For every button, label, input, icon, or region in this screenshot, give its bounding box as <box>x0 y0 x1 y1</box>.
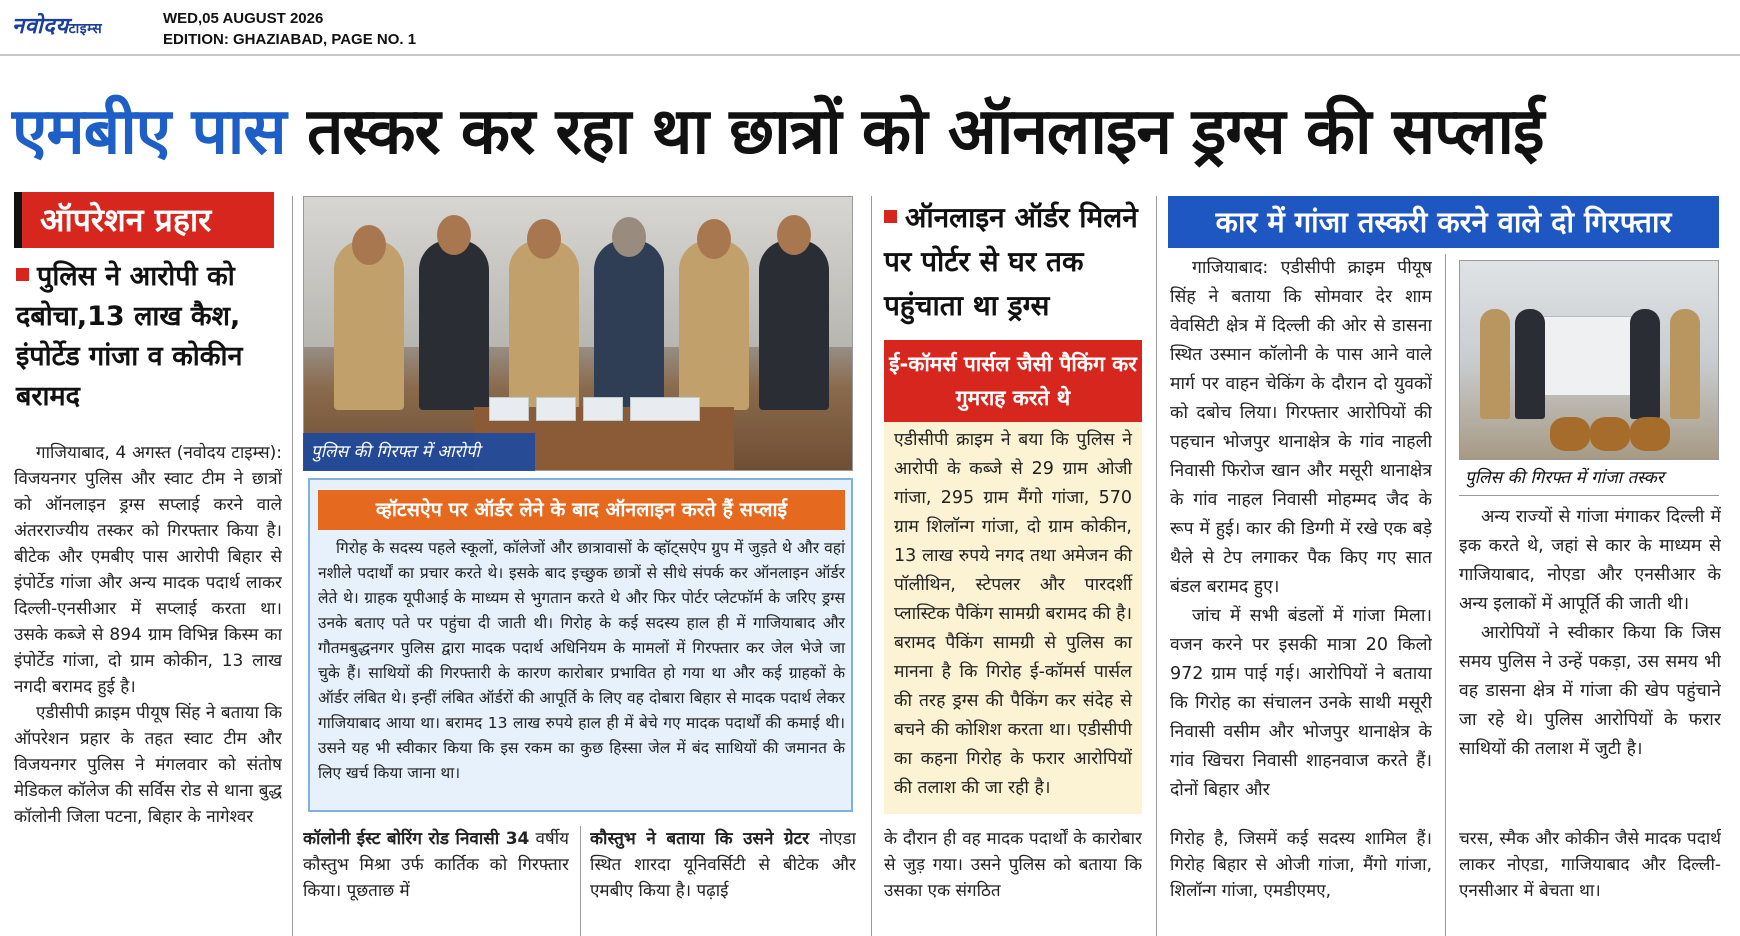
column-divider <box>1156 196 1157 936</box>
col5-body <box>1459 503 1721 813</box>
ganja-bundle <box>1590 417 1630 451</box>
col2-bottom-left-text: वर्षीय कौस्तुभ मिश्रा उर्फ कार्तिक को गिरफ्तार किया। पूछताछ में <box>303 829 569 901</box>
col4-bottom: गिरोह है, जिसमें कई सदस्य शामिल हैं। गिरोह बिहार से ओजी गांजा, मैंगो गांजा, शिलॉन्ग गांजा, एमडीएमए, <box>1170 829 1432 901</box>
info-box-body <box>318 536 845 786</box>
column-divider <box>580 826 581 936</box>
newspaper-logo[interactable] <box>12 10 102 40</box>
logo-main: नवोदय <box>12 13 69 38</box>
accused-figure <box>594 240 664 410</box>
ganja-bundle <box>1550 417 1590 451</box>
col2-bottom-right-bold: कौस्तुभ ने बताया कि उसने ग्रेटर <box>590 829 810 849</box>
main-headline <box>12 82 1732 182</box>
kicker-square-icon <box>884 210 897 223</box>
col2-bottom-left <box>303 826 569 936</box>
column-divider <box>1445 254 1446 936</box>
logo-sub: टाइम्स <box>68 20 103 36</box>
officer-figure <box>679 240 749 410</box>
col1-subheading <box>16 257 280 417</box>
head-shape <box>352 225 386 265</box>
arrest-photo[interactable] <box>303 196 853 471</box>
col4-para-1: गाजियाबाद: एडीसीपी क्राइम पीयूष सिंह ने बताया कि सोमवार देर शाम वेवसिटी क्षेत्र में दिल्ली की ओर से डासना स्थित उस्मान कॉलोनी के पास आने वाले मार्ग पर वाहन चेकिंग के दौरान दो युवकों को दबोच लिया। गिरफ्तार आरोपियों की पहचान भोजपुर थानाक्षेत्र के गांव नाहली निवासी फिरोज खान और मसूरी थानाक्षेत्र के गांव नाहल निवासी मोहम्मद जैद के रूप में हुई। कार की डिग्गी में रखे एक बड़े थैले से टेप लगाकर पैक किए गए सात बंडल बरामद हुए। <box>1170 258 1432 597</box>
col1-subheading-text: पुलिस ने आरोपी को दबोचा,13 लाख कैश, इंपोर्टेड गांजा व कोकीन बरामद <box>16 261 243 412</box>
seized-packet <box>489 397 529 421</box>
kicker-square-icon <box>16 268 29 281</box>
photo1-caption: पुलिस की गिरफ्त में आरोपी <box>303 433 535 471</box>
col4-heading: कार में गांजा तस्करी करने वाले दो गिरफ्तार <box>1168 196 1719 248</box>
col1-body <box>14 440 282 936</box>
info-box-para: गिरोह के सदस्य पहले स्कूलों, कॉलेजों और छात्रावासों के व्हॉट्सऐप ग्रुप में जुड़ते थे और वहां नशीले पदार्थों का प्रचार करते थे। इसके बाद इच्छुक छात्रों से सीधे संपर्क कर ऑनलाइन ऑर्डर लेते थे। ग्राहक यूपीआई के माध्यम से भुगतान करते थे और फिर पोर्टर प्लेटफॉर्म के जरिए ड्रग्स उनके बताए पते पर पहुंचा दी जाती थी। गिरोह के कई सदस्य हाल ही में गाजियाबाद और गौतमबुद्धनगर पुलिस द्वारा मादक पदार्थ अधिनियम के मामलों में गिरफ्तार कर जेल भेजे जा चुके हैं। साथियों की गिरफ्तारी के कारण कारोबार प्रभावित हो गया था और कई ग्राहकों के ऑर्डर लंबित थे। इन्हीं लंबित ऑर्डरों की आपूर्ति के लिए वह दोबारा बिहार से मादक पदार्थ लेकर गाजियाबाद आया था। बरामद 13 लाख रुपये हाल ही में बेचे गए मादक पदार्थों की कमाई थी। उसने यह भी स्वीकार किया कि इस रकम का कुछ हिस्सा जेल में बंद साथियों की जमानत के लिए खर्च किया जाना था। <box>318 539 845 782</box>
col5-bottom: चरस, स्मैक और कोकीन जैसे मादक पदार्थ लाकर नोएडा, गाजियाबाद और दिल्ली-एनसीआर में बेचता था। <box>1459 829 1721 901</box>
edition-info <box>163 8 416 50</box>
officer-figure <box>1670 309 1700 419</box>
top-bar <box>0 0 1740 56</box>
column-divider <box>292 196 293 936</box>
headline-blue: एमबीए पास <box>12 95 286 169</box>
edition-page: EDITION: GHAZIABAD, PAGE NO. 1 <box>163 31 417 48</box>
col2-bottom-right <box>590 826 856 936</box>
blurred-face <box>612 217 646 257</box>
column-divider <box>871 196 872 936</box>
edition-date: WED,05 AUGUST 2026 <box>163 10 324 27</box>
col1-para-2: एडीसीपी क्राइम पीयूष सिंह ने बताया कि ऑपरेशन प्रहार के तहत स्वाट टीम और विजयनगर पुलिस ने मंगलवार को संतोष मेडिकल कॉलेज की सर्विस रोड से थाना बुद्ध कॉलोनी जिला पटना, बिहार के नागेश्वर <box>14 703 282 827</box>
info-box-title: व्हॉटसऐप पर ऑर्डर लेने के बाद ऑनलाइन करते हैं सप्लाई <box>318 490 845 530</box>
officer-figure <box>509 240 579 410</box>
col2-bottom-right-text: नोएडा स्थित शारदा यूनिवर्सिटी से बीटेक और एमबीए किया है। पढ़ाई <box>590 829 856 901</box>
headline-black: तस्कर कर रहा था छात्रों को ऑनलाइन ड्रग्स की सप्लाई <box>306 95 1544 169</box>
col3-bottom: के दौरान ही वह मादक पदार्थों के कारोबार से जुड़ गया। उसने पुलिस को बताया कि उसका एक संगठित <box>884 829 1142 901</box>
col3-heading-text: ऑनलाइन ऑर्डर मिलने पर पोर्टर से घर तक पहुंचाता था ड्रग्स <box>884 201 1138 322</box>
head-shape <box>527 219 561 259</box>
swat-figure <box>419 240 489 410</box>
officer-figure <box>334 240 404 410</box>
ganja-arrest-photo[interactable] <box>1459 260 1719 460</box>
col4-para-2: जांच में सभी बंडलों में गांजा मिला। वजन करने पर इसकी मात्रा 20 किलो 972 ग्राम पाई गई। आरोपियों ने बताया कि गिरोह का संचालन उनके साथी मसूरी निवासी वसीम और भोजपुर थानाक्षेत्र के गांव खिचरा निवासी शाहनवाज करते हैं। दोनों बिहार और <box>1170 606 1432 800</box>
col3-heading <box>884 196 1146 328</box>
operation-tag: ऑपरेशन प्रहार <box>14 192 274 248</box>
swat-figure <box>1515 309 1545 419</box>
swat-figure <box>759 240 829 410</box>
seized-packet <box>536 397 576 421</box>
seized-packet <box>630 397 700 421</box>
head-shape <box>777 215 811 255</box>
officer-figure <box>1480 309 1510 419</box>
whatsapp-info-box <box>308 478 853 812</box>
head-shape <box>437 215 471 255</box>
col5-para-2: आरोपियों ने स्वीकार किया कि जिस समय पुलिस ने उन्हें पकड़ा, उस समय भी वह डासना क्षेत्र में गांजा की खेप पहुंचाने जा रहे थे। पुलिस आरोपियों के फरार साथियों की तलाश में जुटी है। <box>1459 623 1721 759</box>
head-shape <box>697 219 731 259</box>
ganja-bundle <box>1630 417 1670 451</box>
col1-para-1: गाजियाबाद, 4 अगस्त (नवोदय टाइम्स): विजयनगर पुलिस और स्वाट टीम ने छात्रों को ऑनलाइन ड्रग्स सप्लाई करने वाले अंतरराज्यीय तस्कर को गिरफ्तार किया है। बीटेक और एमबीए पास आरोपी बिहार से इंपोर्टेड गांजा और अन्य मादक पदार्थ लाकर दिल्ली-एनसीआर में सप्लाई करता था। उसके कब्जे से 894 ग्राम विभिन्न किस्म का इंपोर्टेड गांजा, दो ग्राम कोकीन, 13 लाख नगदी बरामद हुई है। <box>14 443 282 697</box>
col2-bottom-left-bold: कॉलोनी ईस्ट बोरिंग रोड निवासी 34 <box>303 829 530 849</box>
col4-body <box>1170 254 1432 810</box>
col3-red-box: ई-कॉमर्स पार्सल जैसी पैकिंग कर गुमराह करते थे <box>884 340 1142 422</box>
col3-body: एडीसीपी क्राइम ने बया कि पुलिस ने आरोपी के कब्जे से 29 ग्राम ओजी गांजा, 295 ग्राम मैंगो गांजा, 570 ग्राम शिलॉन्ग गांजा, दो ग्राम कोकीन, 13 लाख रुपये नगद तथा अमेजन की पॉलीथिन, स्टेपलर और पारदर्शी प्लास्टिक पैकिंग सामग्री बरामद की है। बरामद पैकिंग सामग्री से पुलिस का मानना है कि गिरोह ई-कॉमर्स पार्सल की तरह ड्रग्स की पैकिंग कर संदेह से बचने की कोशिश करता था। एडीसीपी का कहना गिरोह के फरार आरोपियों की तलाश की जा रही है। <box>894 430 1132 798</box>
seized-packet <box>583 397 623 421</box>
col3-cream-box <box>884 422 1142 814</box>
photo2-caption: पुलिस की गिरफ्त में गांजा तस्कर <box>1459 460 1719 496</box>
col5-para-1: अन्य राज्यों से गांजा मंगाकर दिल्ली में इक करते थे, जहां से कार के माध्यम से गाजियाबाद, नोएडा और एनसीआर के अन्य इलाकों में आपूर्ति की जाती थी। <box>1459 507 1721 614</box>
swat-figure <box>1630 309 1660 419</box>
